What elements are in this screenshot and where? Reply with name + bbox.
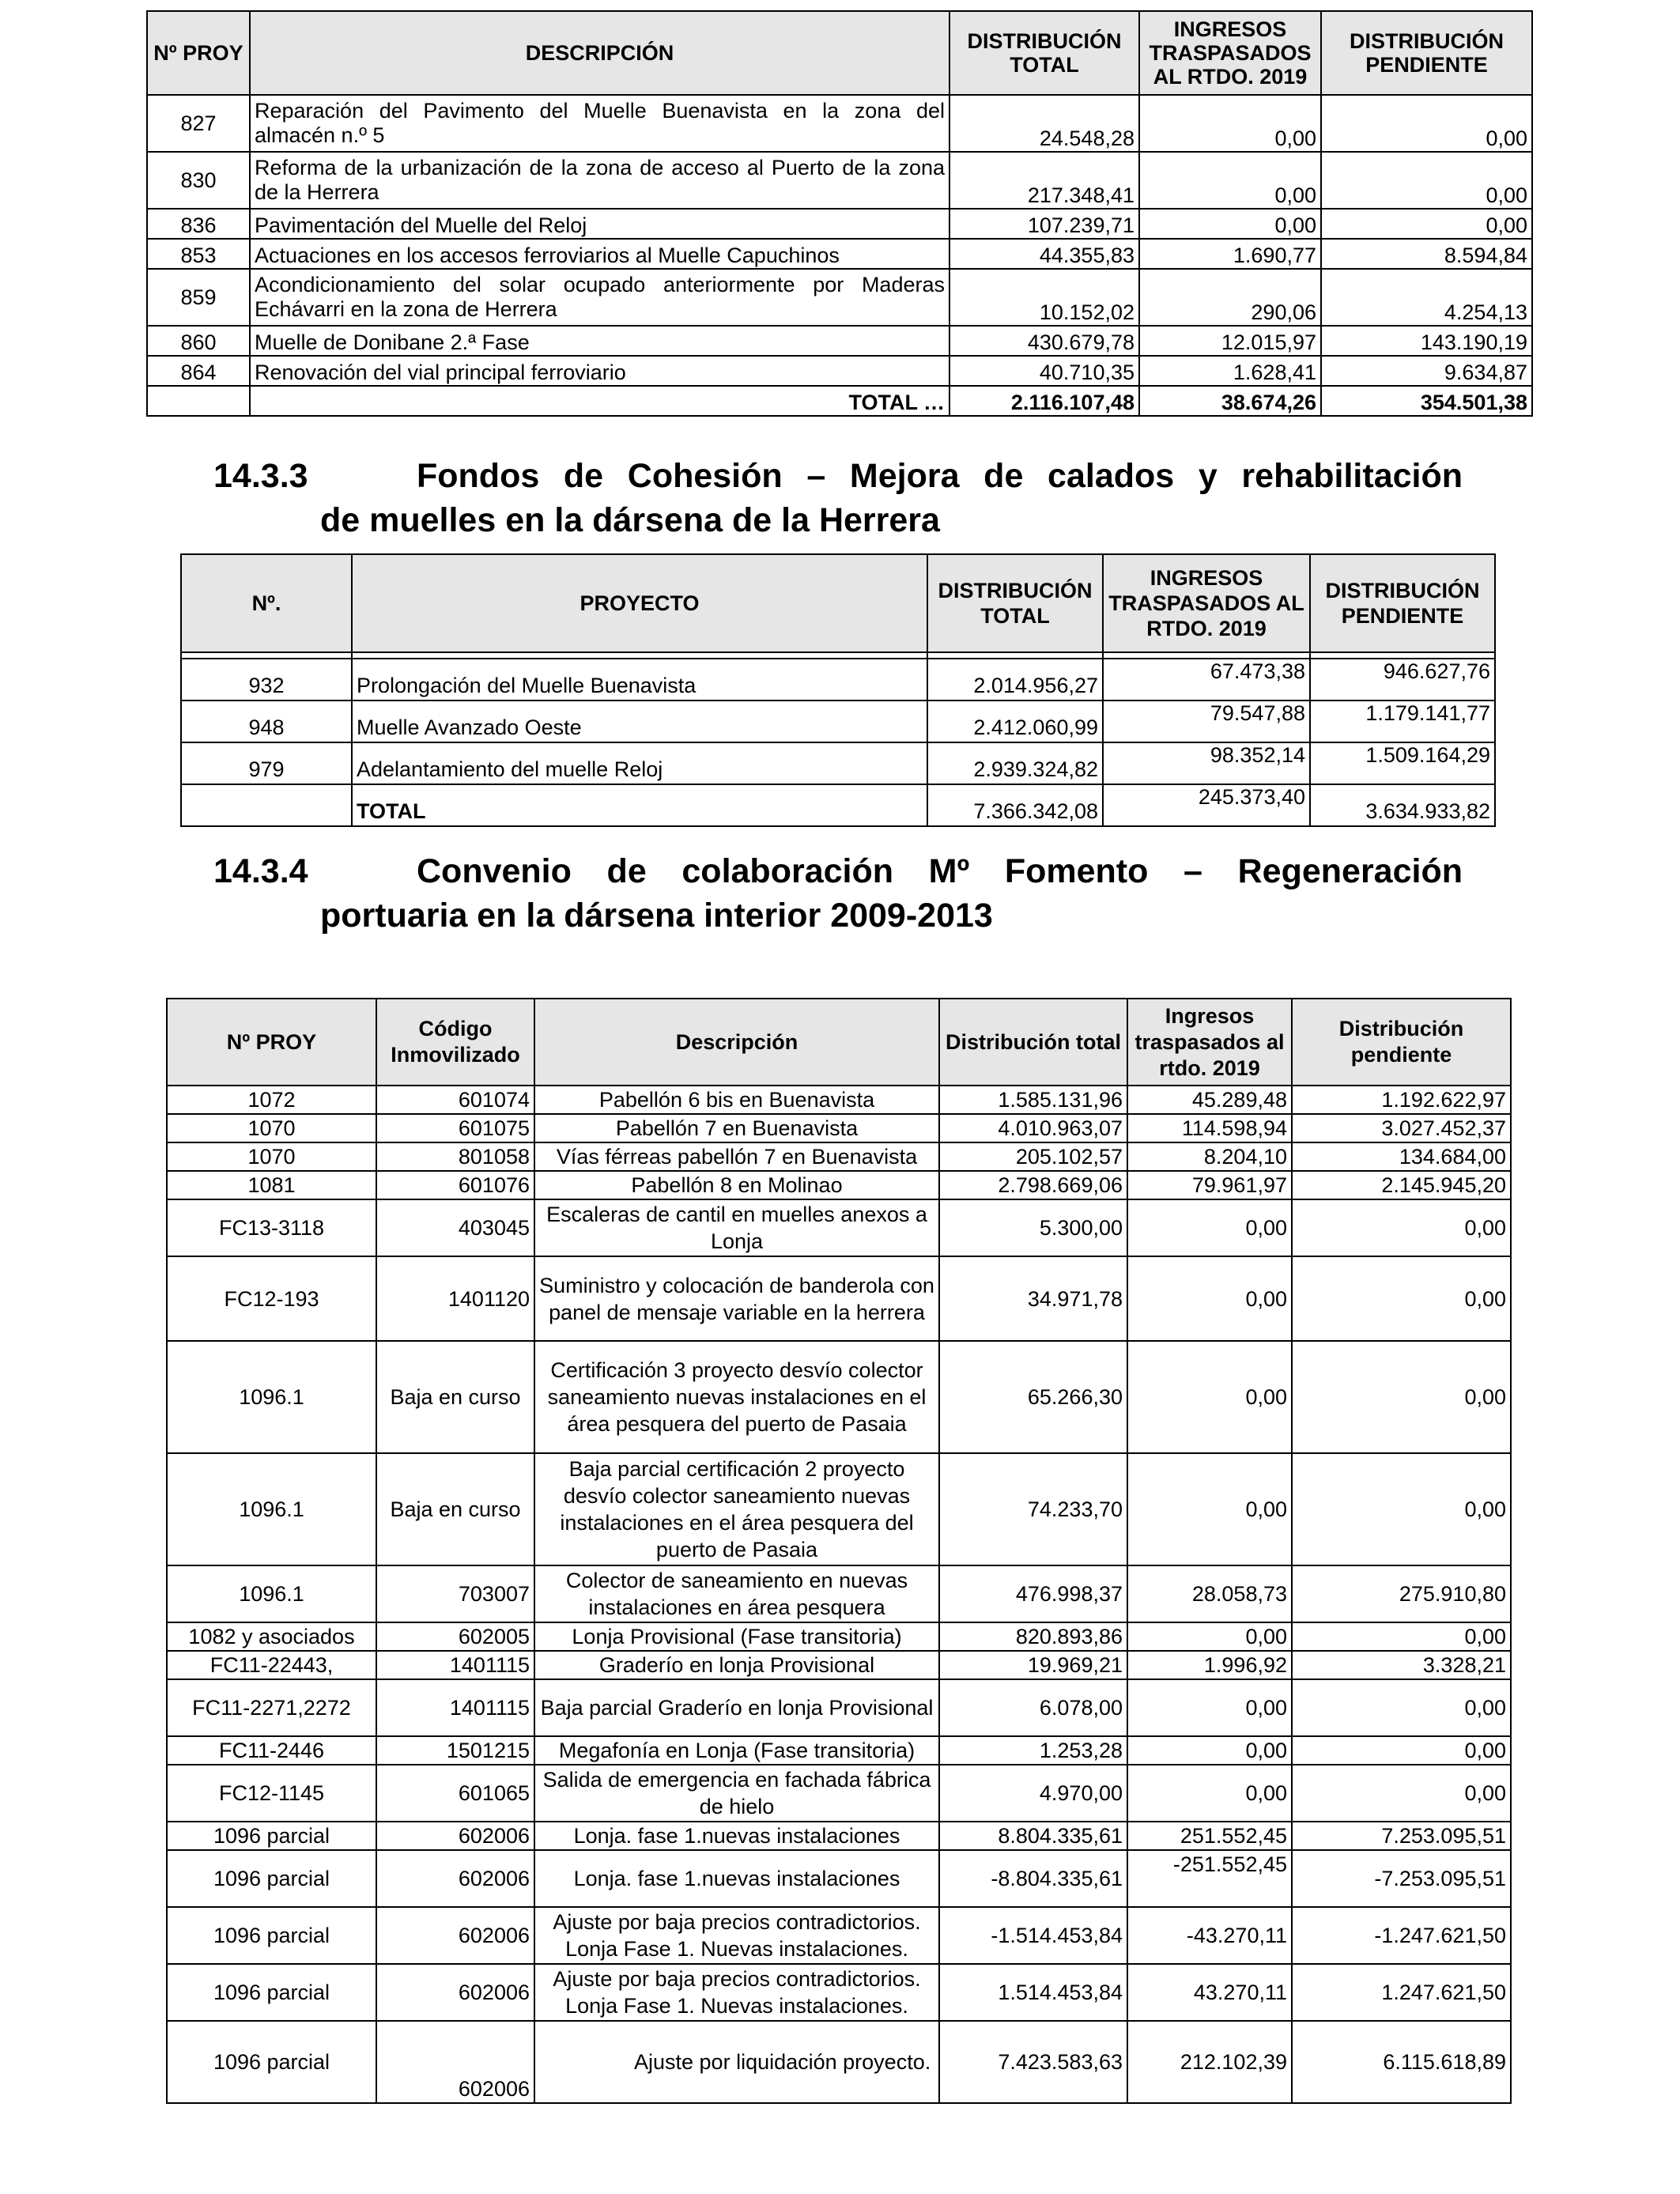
cell-codigo: 601076 [376, 1171, 534, 1199]
cell-codigo: 602006 [376, 1822, 534, 1850]
col-header-nproy: Nº PROY [147, 11, 250, 95]
cell-pendiente: 0,00 [1292, 1765, 1511, 1822]
table-projects-1 [146, 10, 1533, 417]
cell-total: 7.423.583,63 [939, 2021, 1127, 2103]
cell-ingresos: 0,00 [1127, 1256, 1292, 1341]
col-header-distribucion-total: Distribución total [939, 999, 1127, 1086]
cell-ingresos: -43.270,11 [1127, 1907, 1292, 1964]
cell-proyecto: Adelantamiento del muelle Reloj [352, 742, 927, 784]
cell-total: 34.971,78 [939, 1256, 1127, 1341]
cell-total: 65.266,30 [939, 1341, 1127, 1453]
table-row [147, 239, 1532, 269]
cell-codigo: 602006 [376, 2021, 534, 2103]
cell-proy: FC13-3118 [167, 1199, 376, 1256]
cell-desc: Pabellón 8 en Molinao [534, 1171, 939, 1199]
table-row [167, 1850, 1511, 1907]
cell-proy: 859 [147, 269, 250, 326]
col-header-distribucion-total: DISTRIBUCIÓN TOTAL [949, 11, 1139, 95]
cell-ingresos: 43.270,11 [1127, 1964, 1292, 2021]
cell-proy: 1096 parcial [167, 1822, 376, 1850]
cell-codigo: 1401115 [376, 1679, 534, 1736]
cell-desc: Ajuste por baja precios contradictorios. Lonja Fase 1. Nuevas instalaciones. [534, 1964, 939, 2021]
cell-desc: Salida de emergencia en fachada fábrica de hielo [534, 1765, 939, 1822]
cell-codigo: 602006 [376, 1850, 534, 1907]
cell-ingresos: 98.352,14 [1103, 742, 1310, 784]
table-row [167, 2021, 1511, 2103]
table-row [147, 269, 1532, 326]
table-row [167, 1341, 1511, 1453]
cell-ingresos: 79.961,97 [1127, 1171, 1292, 1199]
cell-ingresos: 8.204,10 [1127, 1142, 1292, 1171]
cell-total: 2.412.060,99 [927, 700, 1103, 742]
cell-proy: FC11-2271,2272 [167, 1679, 376, 1736]
cell-total: 205.102,57 [939, 1142, 1127, 1171]
cell-total-ingresos: 245.373,40 [1103, 784, 1310, 826]
cell-total-distribucion: 7.366.342,08 [927, 784, 1103, 826]
table-row [167, 1964, 1511, 2021]
col-header-codigo: Código Inmovilizado [376, 999, 534, 1086]
cell-codigo: 601065 [376, 1765, 534, 1822]
cell-ingresos: 45.289,48 [1127, 1086, 1292, 1114]
cell-pendiente: 0,00 [1292, 1679, 1511, 1736]
table-row [167, 1679, 1511, 1736]
gap-cell [1103, 652, 1310, 659]
table-row [181, 659, 1495, 700]
table-row [181, 742, 1495, 784]
header-gap-row [181, 652, 1495, 659]
cell-pendiente: 0,00 [1321, 152, 1532, 209]
cell-proy: FC12-1145 [167, 1765, 376, 1822]
cell-pendiente: 9.634,87 [1321, 356, 1532, 386]
cell-ingresos: 0,00 [1127, 1341, 1292, 1453]
cell-desc: Pavimentación del Muelle del Reloj [250, 209, 949, 239]
col-header-descripcion: DESCRIPCIÓN [250, 11, 949, 95]
cell-total: 2.014.956,27 [927, 659, 1103, 700]
cell-desc: Ajuste por baja precios contradictorios. Lonja Fase 1. Nuevas instalaciones. [534, 1907, 939, 1964]
cell-pendiente: 143.190,19 [1321, 326, 1532, 356]
cell-total: 217.348,41 [949, 152, 1139, 209]
table-row [167, 1651, 1511, 1679]
cell-total: 10.152,02 [949, 269, 1139, 326]
cell-proyecto: Prolongación del Muelle Buenavista [352, 659, 927, 700]
cell-total: 44.355,83 [949, 239, 1139, 269]
cell-total-pendiente: 3.634.933,82 [1310, 784, 1495, 826]
col-header-ingresos: Ingresos traspasados al rtdo. 2019 [1127, 999, 1292, 1086]
cell-codigo: 703007 [376, 1565, 534, 1622]
table-header-row [167, 999, 1511, 1086]
cell-desc: Baja parcial certificación 2 proyecto desvío colector saneamiento nuevas instalaciones en el área pesquera del puerto de Pasaia [534, 1453, 939, 1565]
cell-desc: Pabellón 7 en Buenavista [534, 1114, 939, 1142]
table-row [167, 1765, 1511, 1822]
cell-proyecto: Muelle Avanzado Oeste [352, 700, 927, 742]
cell-pendiente: 4.254,13 [1321, 269, 1532, 326]
cell-desc: Certificación 3 proyecto desvío colector saneamiento nuevas instalaciones en el área pesquera del puerto de Pasaia [534, 1341, 939, 1453]
cell-n: 948 [181, 700, 352, 742]
cell-desc: Lonja. fase 1.nuevas instalaciones [534, 1822, 939, 1850]
cell-ingresos: 79.547,88 [1103, 700, 1310, 742]
cell-pendiente: -1.247.621,50 [1292, 1907, 1511, 1964]
cell-pendiente: 7.253.095,51 [1292, 1822, 1511, 1850]
cell-proy: FC11-2446 [167, 1736, 376, 1765]
cell-total: 19.969,21 [939, 1651, 1127, 1679]
section-title-line1: Fondos de Cohesión – Mejora de calados y rehabilitación [417, 457, 1463, 495]
cell-proy: 1096.1 [167, 1453, 376, 1565]
cell-proy: 860 [147, 326, 250, 356]
section-title-line1: Convenio de colaboración Mº Fomento – Regeneración [417, 852, 1463, 890]
cell-total: 24.548,28 [949, 95, 1139, 152]
cell-pendiente: 1.509.164,29 [1310, 742, 1495, 784]
cell-ingresos: -251.552,45 [1127, 1850, 1292, 1907]
cell-total-label: TOTAL … [250, 386, 949, 416]
cell-ingresos: 0,00 [1139, 152, 1321, 209]
table-row [167, 1114, 1511, 1142]
cell-desc: Lonja Provisional (Fase transitoria) [534, 1622, 939, 1651]
section-number: 14.3.4 [213, 852, 308, 890]
cell-n: 979 [181, 742, 352, 784]
cell-total: -1.514.453,84 [939, 1907, 1127, 1964]
cell-proy: 830 [147, 152, 250, 209]
cell-total-empty [147, 386, 250, 416]
cell-desc: Lonja. fase 1.nuevas instalaciones [534, 1850, 939, 1907]
cell-ingresos: 0,00 [1127, 1679, 1292, 1736]
table-row [167, 1822, 1511, 1850]
cell-codigo: 601074 [376, 1086, 534, 1114]
table-row [147, 356, 1532, 386]
cell-desc: Suministro y colocación de banderola con panel de mensaje variable en la herrera [534, 1256, 939, 1341]
cell-codigo: Baja en curso [376, 1341, 534, 1453]
table-row [147, 152, 1532, 209]
table-total-row [181, 784, 1495, 826]
cell-ingresos: 0,00 [1127, 1765, 1292, 1822]
gap-cell [1310, 652, 1495, 659]
cell-total: -8.804.335,61 [939, 1850, 1127, 1907]
cell-proy: 1081 [167, 1171, 376, 1199]
table-row [167, 1199, 1511, 1256]
cell-total: 1.253,28 [939, 1736, 1127, 1765]
cell-ingresos: 114.598,94 [1127, 1114, 1292, 1142]
cell-ingresos: 1.690,77 [1139, 239, 1321, 269]
cell-total: 1.514.453,84 [939, 1964, 1127, 2021]
cell-pendiente: 0,00 [1292, 1341, 1511, 1453]
cell-total-label: TOTAL [352, 784, 927, 826]
table-row [167, 1907, 1511, 1964]
cell-total: 476.998,37 [939, 1565, 1127, 1622]
cell-codigo: 602005 [376, 1622, 534, 1651]
section-heading-14-3-4 [213, 849, 1463, 938]
cell-codigo: 602006 [376, 1907, 534, 1964]
cell-pendiente: 946.627,76 [1310, 659, 1495, 700]
cell-desc: Escaleras de cantil en muelles anexos a Lonja [534, 1199, 939, 1256]
table-row [167, 1453, 1511, 1565]
cell-ingresos: 0,00 [1139, 209, 1321, 239]
cell-ingresos: 28.058,73 [1127, 1565, 1292, 1622]
cell-desc: Acondicionamiento del solar ocupado anteriormente por Maderas Echávarri en la zona de Herrera [250, 269, 949, 326]
cell-ingresos: 290,06 [1139, 269, 1321, 326]
cell-desc: Renovación del vial principal ferroviario [250, 356, 949, 386]
col-header-distribucion-pendiente: Distribución pendiente [1292, 999, 1511, 1086]
cell-pendiente: 0,00 [1321, 95, 1532, 152]
cell-ingresos: 0,00 [1127, 1736, 1292, 1765]
cell-total: 6.078,00 [939, 1679, 1127, 1736]
cell-codigo: 403045 [376, 1199, 534, 1256]
cell-proy: 1096.1 [167, 1341, 376, 1453]
cell-n: 932 [181, 659, 352, 700]
cell-total: 5.300,00 [939, 1199, 1127, 1256]
gap-cell [181, 652, 352, 659]
cell-proy: 1096 parcial [167, 2021, 376, 2103]
cell-total: 4.010.963,07 [939, 1114, 1127, 1142]
cell-pendiente: 134.684,00 [1292, 1142, 1511, 1171]
table-row [167, 1142, 1511, 1171]
cell-pendiente: 1.247.621,50 [1292, 1964, 1511, 2021]
cell-pendiente: 1.179.141,77 [1310, 700, 1495, 742]
cell-total: 2.939.324,82 [927, 742, 1103, 784]
section-title-line2: de muelles en la dársena de la Herrera [320, 501, 940, 539]
cell-ingresos: 67.473,38 [1103, 659, 1310, 700]
cell-ingresos: 0,00 [1127, 1199, 1292, 1256]
cell-desc: Pabellón 6 bis en Buenavista [534, 1086, 939, 1114]
cell-codigo: 801058 [376, 1142, 534, 1171]
section-heading-14-3-3 [213, 454, 1463, 542]
cell-codigo: Baja en curso [376, 1453, 534, 1565]
cell-pendiente: 0,00 [1292, 1736, 1511, 1765]
table-row [147, 95, 1532, 152]
cell-ingresos: 0,00 [1139, 95, 1321, 152]
cell-desc: Reparación del Pavimento del Muelle Buenavista en la zona del almacén n.º 5 [250, 95, 949, 152]
cell-desc: Megafonía en Lonja (Fase transitoria) [534, 1736, 939, 1765]
cell-desc: Ajuste por liquidación proyecto. [534, 2021, 939, 2103]
table-convenio-fomento [166, 998, 1512, 2104]
table-cohesion-funds [180, 553, 1496, 827]
cell-codigo: 1501215 [376, 1736, 534, 1765]
cell-proy: 827 [147, 95, 250, 152]
cell-pendiente: 275.910,80 [1292, 1565, 1511, 1622]
cell-total-empty [181, 784, 352, 826]
col-header-distribucion-total: DISTRIBUCIÓN TOTAL [927, 554, 1103, 652]
cell-pendiente: 3.328,21 [1292, 1651, 1511, 1679]
cell-desc: Muelle de Donibane 2.ª Fase [250, 326, 949, 356]
section-title-line2: portuaria en la dársena interior 2009-2013 [320, 897, 993, 935]
cell-total: 74.233,70 [939, 1453, 1127, 1565]
cell-desc: Colector de saneamiento en nuevas instalaciones en área pesquera [534, 1565, 939, 1622]
col-header-proyecto: PROYECTO [352, 554, 927, 652]
cell-codigo: 1401120 [376, 1256, 534, 1341]
gap-cell [352, 652, 927, 659]
cell-proy: 864 [147, 356, 250, 386]
table-header-row [147, 11, 1532, 95]
cell-desc: Baja parcial Graderío en lonja Provisional [534, 1679, 939, 1736]
col-header-ingresos: INGRESOS TRASPASADOS AL RTDO. 2019 [1103, 554, 1310, 652]
col-header-nproy: Nº PROY [167, 999, 376, 1086]
cell-codigo: 601075 [376, 1114, 534, 1142]
table-row [167, 1565, 1511, 1622]
cell-proy: 1096.1 [167, 1565, 376, 1622]
cell-pendiente: 1.192.622,97 [1292, 1086, 1511, 1114]
cell-proy: 1072 [167, 1086, 376, 1114]
cell-pendiente: 6.115.618,89 [1292, 2021, 1511, 2103]
cell-proy: 1070 [167, 1114, 376, 1142]
cell-codigo: 1401115 [376, 1651, 534, 1679]
col-header-n: Nº. [181, 554, 352, 652]
cell-pendiente: 8.594,84 [1321, 239, 1532, 269]
cell-total: 430.679,78 [949, 326, 1139, 356]
cell-proy: 1096 parcial [167, 1907, 376, 1964]
col-header-ingresos: INGRESOS TRASPASADOS AL RTDO. 2019 [1139, 11, 1321, 95]
cell-pendiente: 0,00 [1292, 1453, 1511, 1565]
cell-desc: Reforma de la urbanización de la zona de acceso al Puerto de la zona de la Herrera [250, 152, 949, 209]
cell-desc: Actuaciones en los accesos ferroviarios al Muelle Capuchinos [250, 239, 949, 269]
cell-total-ingresos: 38.674,26 [1139, 386, 1321, 416]
cell-desc: Vías férreas pabellón 7 en Buenavista [534, 1142, 939, 1171]
cell-total: 820.893,86 [939, 1622, 1127, 1651]
table-row [167, 1256, 1511, 1341]
cell-ingresos: 0,00 [1127, 1453, 1292, 1565]
table-row [181, 700, 1495, 742]
cell-proy: FC12-193 [167, 1256, 376, 1341]
cell-proy: 836 [147, 209, 250, 239]
cell-desc: Graderío en lonja Provisional [534, 1651, 939, 1679]
cell-proy: FC11-22443, [167, 1651, 376, 1679]
cell-total-distribucion: 2.116.107,48 [949, 386, 1139, 416]
section-number: 14.3.3 [213, 457, 308, 495]
col-header-descripcion: Descripción [534, 999, 939, 1086]
cell-pendiente: 0,00 [1321, 209, 1532, 239]
cell-pendiente: -7.253.095,51 [1292, 1850, 1511, 1907]
cell-total: 1.585.131,96 [939, 1086, 1127, 1114]
table-row [167, 1736, 1511, 1765]
col-header-distribucion-pendiente: DISTRIBUCIÓN PENDIENTE [1310, 554, 1495, 652]
gap-cell [927, 652, 1103, 659]
cell-proy: 1070 [167, 1142, 376, 1171]
cell-ingresos: 0,00 [1127, 1622, 1292, 1651]
cell-ingresos: 251.552,45 [1127, 1822, 1292, 1850]
cell-total: 2.798.669,06 [939, 1171, 1127, 1199]
table-row [167, 1086, 1511, 1114]
table-row [167, 1171, 1511, 1199]
cell-total-pendiente: 354.501,38 [1321, 386, 1532, 416]
cell-ingresos: 1.628,41 [1139, 356, 1321, 386]
cell-pendiente: 0,00 [1292, 1199, 1511, 1256]
cell-codigo: 602006 [376, 1964, 534, 2021]
table-row [167, 1622, 1511, 1651]
cell-pendiente: 0,00 [1292, 1256, 1511, 1341]
cell-total: 40.710,35 [949, 356, 1139, 386]
cell-proy: 1096 parcial [167, 1964, 376, 2021]
cell-proy: 1082 y asociados [167, 1622, 376, 1651]
cell-pendiente: 0,00 [1292, 1622, 1511, 1651]
cell-total: 4.970,00 [939, 1765, 1127, 1822]
table-total-row [147, 386, 1532, 416]
cell-proy: 853 [147, 239, 250, 269]
cell-pendiente: 2.145.945,20 [1292, 1171, 1511, 1199]
cell-ingresos: 12.015,97 [1139, 326, 1321, 356]
cell-ingresos: 1.996,92 [1127, 1651, 1292, 1679]
cell-total: 107.239,71 [949, 209, 1139, 239]
cell-proy: 1096 parcial [167, 1850, 376, 1907]
table-row [147, 326, 1532, 356]
table-header-row [181, 554, 1495, 652]
cell-total: 8.804.335,61 [939, 1822, 1127, 1850]
col-header-distribucion-pendiente: DISTRIBUCIÓN PENDIENTE [1321, 11, 1532, 95]
cell-pendiente: 3.027.452,37 [1292, 1114, 1511, 1142]
cell-ingresos: 212.102,39 [1127, 2021, 1292, 2103]
table-row [147, 209, 1532, 239]
